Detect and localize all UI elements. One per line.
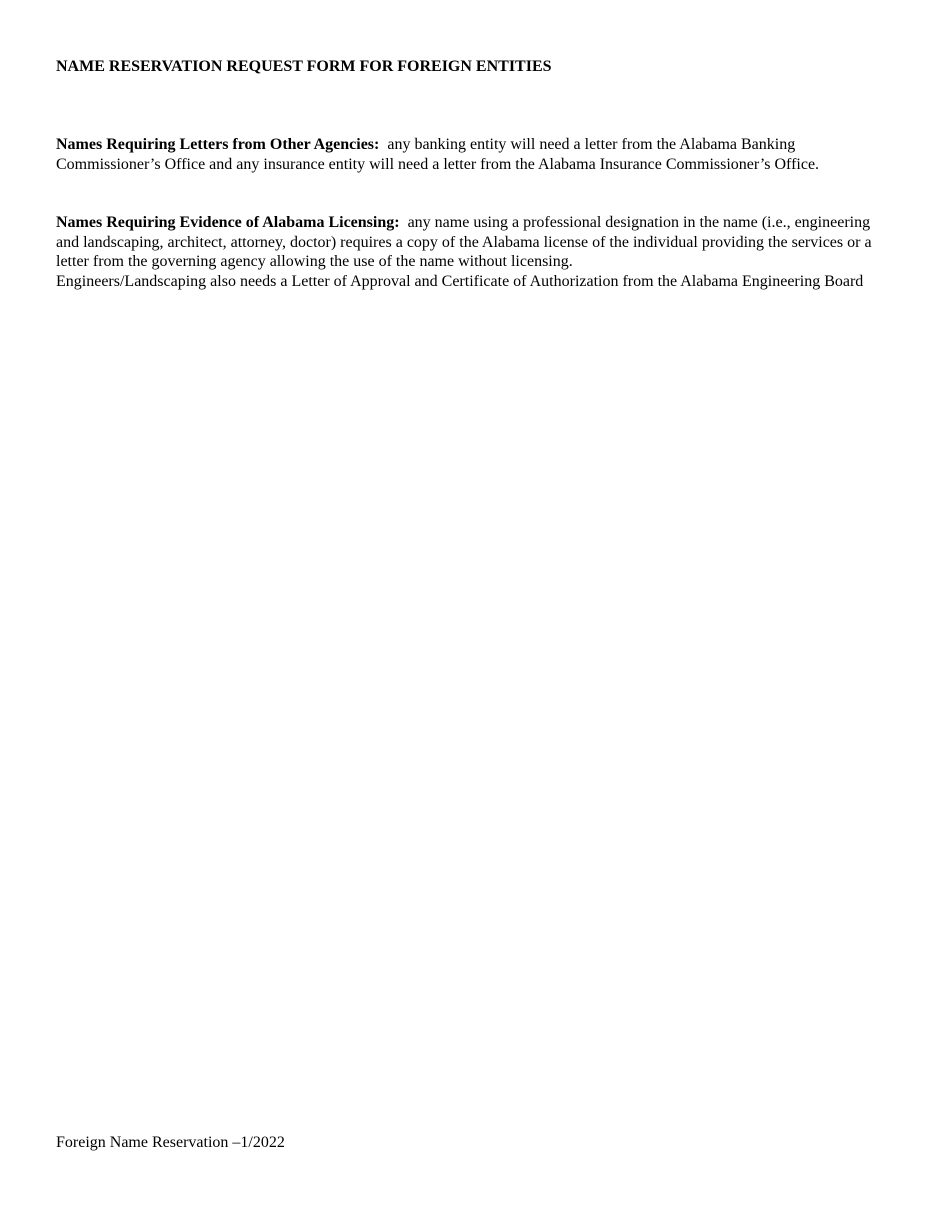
paragraph-evidence-of-licensing: [56, 213, 896, 291]
page-title: NAME RESERVATION REQUEST FORM FOR FOREIGN ENTITIES: [56, 58, 552, 75]
section-body-continued: Engineers/Landscaping also needs a Letter of Approval and Certificate of Authorization from the Alabama Engineering Board: [56, 272, 864, 290]
section-body: any banking entity will need a letter from the Alabama Banking Commissioner’s Office and any insurance entity will need a letter from the Alabama Insurance Commissioner’s Office.: [56, 136, 820, 173]
section-heading: Names Requiring Evidence of Alabama Licensing:: [56, 214, 400, 231]
section-body: any name using a professional designation in the name (i.e., engineering and landscaping, architect, attorney, doctor) requires a copy of the Alabama license of the individual providing the services or a letter from the governing agency allowing the use of the name without licensing.: [56, 214, 872, 271]
paragraph-letters-from-agencies: [56, 135, 896, 174]
section-heading: Names Requiring Letters from Other Agencies:: [56, 136, 380, 153]
page-footer: Foreign Name Reservation –1/2022: [56, 1134, 285, 1151]
